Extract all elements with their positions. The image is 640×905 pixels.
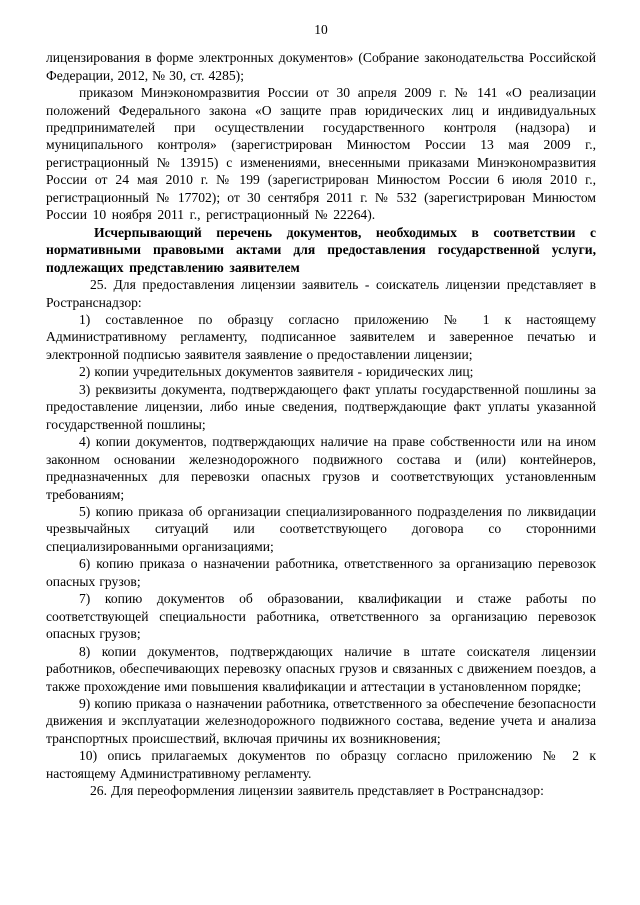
paragraph-item-26: 26. Для переоформления лицензии заявитель представляет в Ространснадзор: <box>90 783 544 799</box>
list-item-5: 5) копию приказа об организации специализированного подразделения по ликвидации чрезвычайных ситуаций или соответствующего договора со сторонними специализированными организациями; <box>46 503 596 554</box>
heading-required-documents-list: Исчерпывающий перечень документов, необходимых в соответствии с нормативными правовыми актами для предоставления государственной услуги, подлежащих представлению заявителем <box>46 224 596 275</box>
list-item-2: 2) копии учредительных документов заявителя - юридических лиц; <box>79 364 474 380</box>
list-item-4: 4) копии документов, подтверждающих наличие на праве собственности или на ином законном основании железнодорожного подвижного состава и (или) контейнеров, предназначенных для перевозки опасных грузов и соответствующих установленным требованиям; <box>46 434 596 502</box>
list-item-7: 7) копию документов об образовании, квалификации и стаже работы по соответствующей специальности работника, ответственного за организацию перевозок опасных грузов; <box>46 591 596 642</box>
list-item-6: 6) копию приказа о назначении работника, ответственного за организацию перевозок опасных грузов; <box>46 556 596 589</box>
list-item-8: 8) копии документов, подтверждающих наличие в штате соискателя лицензии работников, обеспечивающих перевозку опасных грузов и связанных с движением поездов, а также прохождение ими повышения квалификации и аттестации в установленном порядке; <box>46 643 596 694</box>
paragraph-licensing-electronic-docs: лицензирования в форме электронных документов» (Собрание законодательства Российской Федерации, 2012, № 30, ст. 4285); <box>46 50 596 83</box>
list-item-1: 1) составленное по образцу согласно приложению № 1 к настоящему Административному регламенту, подписанное заявителем и заверенное печатью и электронной подписью заявителя заявление о предоставлении лицензии; <box>46 311 596 362</box>
document-body <box>46 49 596 799</box>
paragraph-item-25: 25. Для предоставления лицензии заявитель - соискатель лицензии представляет в Ространснадзор: <box>46 277 596 310</box>
list-item-10: 10) опись прилагаемых документов по образцу согласно приложению № 2 к настоящему Административному регламенту. <box>46 748 596 781</box>
list-item-3: 3) реквизиты документа, подтверждающего факт уплаты государственной пошлины за предоставление лицензии, либо иные сведения, подтверждающие факт уплаты указанной государственной пошлины; <box>46 381 596 432</box>
list-item-9: 9) копию приказа о назначении работника, ответственного за обеспечение безопасности движения и эксплуатации железнодорожного подвижного состава, ведение учета и анализа транспортных происшествий, включая причины их возникновения; <box>46 695 596 746</box>
paragraph-minekonomrazvitiya-order: приказом Минэкономразвития России от 30 апреля 2009 г. № 141 «О реализации положений Федерального закона «О защите прав юридических лиц и индивидуальных предпринимателей при осуществлении государственного контроля (надзора) и муниципального контроля» (зарегистрирован Минюстом России 13 мая 2009 г., регистрационный № 13915) с изменениями, внесенными приказами Минэкономразвития России от 24 мая 2010 г. № 199 (зарегистрирован Минюстом России 6 июля 2010 г., регистрационный № 17702); от 30 сентября 2011 г. № 532 (зарегистрирован Минюстом России 10 ноября 2011 г., регистрационный № 22264). <box>46 85 596 223</box>
page-number: 10 <box>314 22 328 37</box>
